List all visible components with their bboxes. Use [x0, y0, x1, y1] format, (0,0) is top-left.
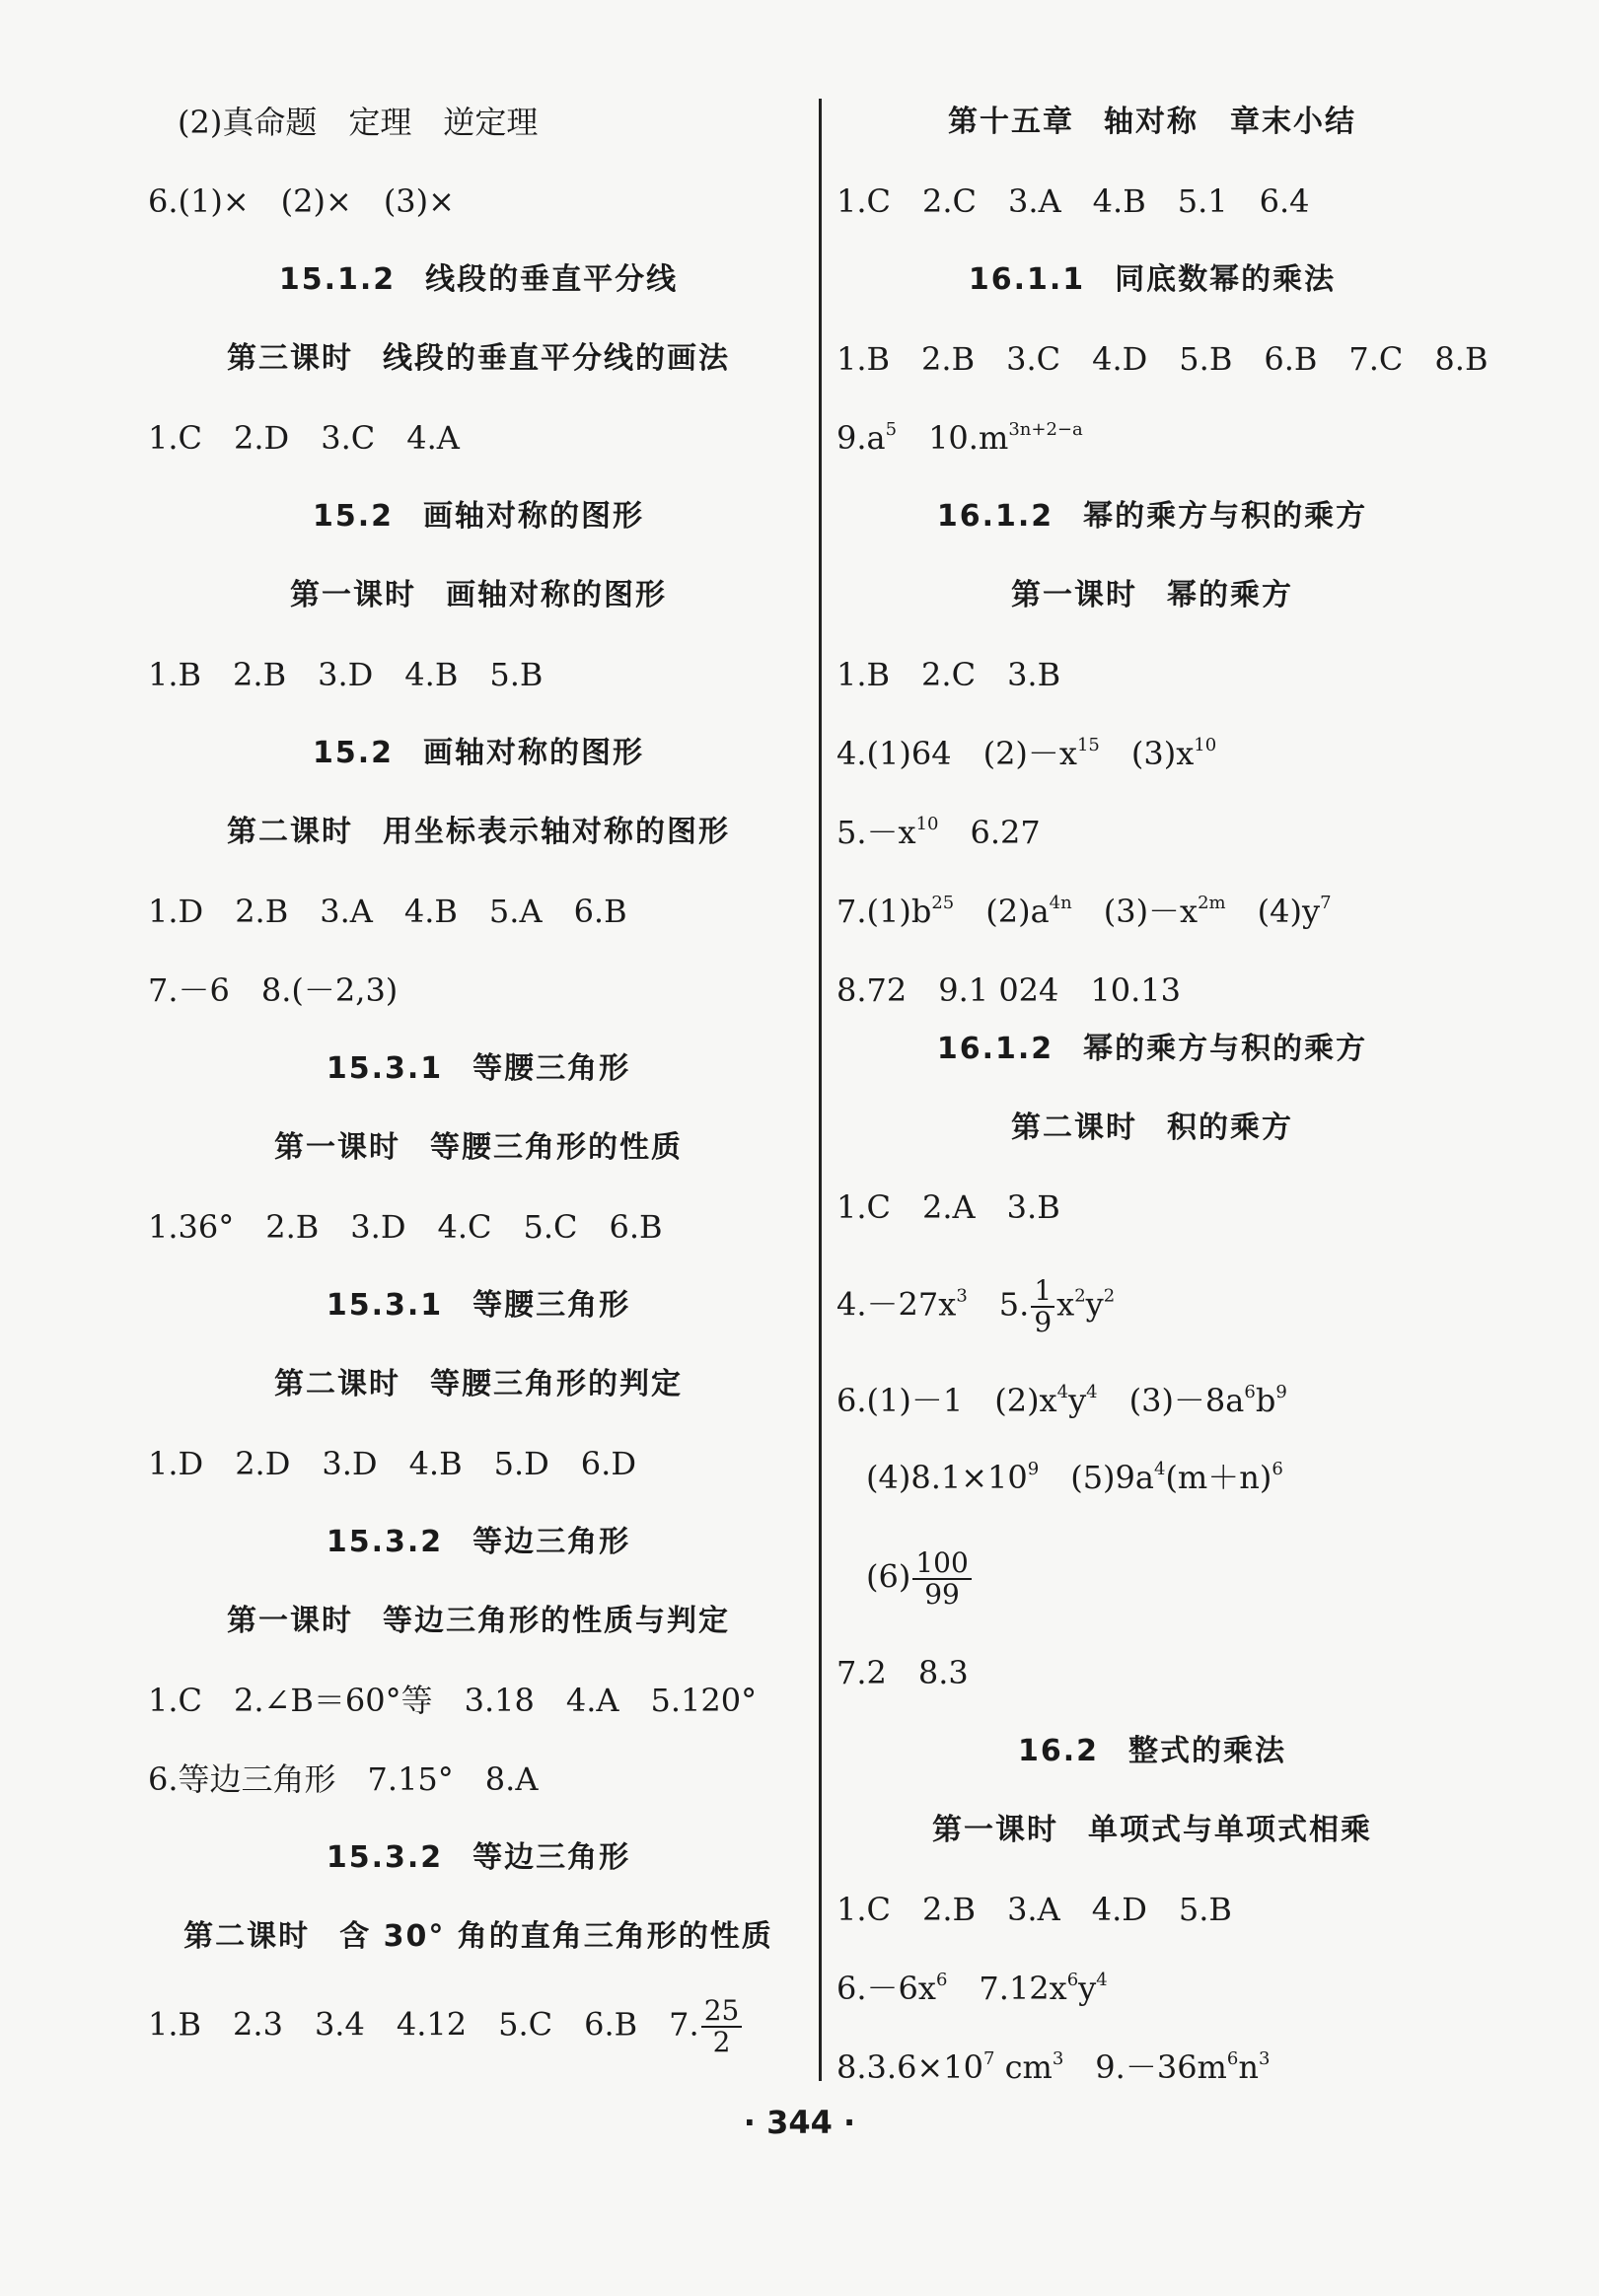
fraction: $\frac{1}{9}$	[1031, 1276, 1054, 1337]
answer-line: (6) $\frac{100}{99}$	[866, 1548, 974, 1610]
answer-line: 1.36° 2.B 3.D 4.C 5.C 6.B	[148, 1208, 663, 1246]
answer-text: 1.B 2.3 3.4 4.12 5.C 6.B 7.	[148, 2005, 699, 2044]
lesson-heading: 第二课时 积的乘方	[1011, 1111, 1293, 1145]
lesson-heading: 第二课时 含 30° 角的直角三角形的性质	[183, 1919, 773, 1954]
answer-line: 1.C 2.B 3.A 4.D 5.B	[836, 1891, 1232, 1928]
lesson-heading: 第一课时 等腰三角形的性质	[274, 1130, 683, 1165]
answer-line: 1.D 2.D 3.D 4.B 5.D 6.D	[148, 1445, 636, 1482]
answer-line: 8.72 9.1 024 10.13	[836, 971, 1182, 1009]
fraction: $\frac{100}{99}$	[912, 1548, 971, 1610]
column-divider	[819, 99, 822, 2081]
section-heading: 16.1.2 幂的乘方与积的乘方	[936, 1032, 1368, 1066]
answer-line: $(4)8.1\times 10^9$ $(5)9a^4(m+n)^6$	[866, 1459, 1283, 1496]
answer-line: 1.B 2.B 3.C 4.D 5.B 6.B 7.C 8.B	[836, 340, 1489, 378]
lesson-heading: 第一课时 等边三角形的性质与判定	[227, 1604, 730, 1638]
answer-line: 7.－6 8.(－2,3)	[148, 971, 399, 1009]
answer-line: 1.C 2.C 3.A 4.B 5.1 6.4	[836, 182, 1310, 220]
answer-line: 4.(1)64 $(2)-x^{15}$ $(3)x^{10}$	[836, 735, 1217, 772]
answer-line: 1.B 2.B 3.D 4.B 5.B	[148, 656, 544, 693]
section-heading: 16.1.1 同底数幂的乘法	[968, 262, 1337, 297]
chapter-heading: 第十五章 轴对称 章末小结	[948, 105, 1356, 139]
section-heading: 15.2 画轴对称的图形	[312, 736, 645, 770]
section-heading: 15.3.2 等边三角形	[326, 1525, 631, 1559]
answer-line: 1.B 2.C 3.B	[836, 656, 1061, 693]
answer-line: 6.等边三角形 7.15° 8.A	[148, 1760, 539, 1798]
lesson-heading: 第二课时 等腰三角形的判定	[274, 1367, 683, 1401]
answer-line: 6.(1)－1 $(2)x^4y^4$ $(3)-8a^6b^9$	[836, 1382, 1287, 1419]
answer-line: 1.C 2.A 3.B	[836, 1188, 1060, 1226]
section-heading: 16.2 整式的乘法	[1017, 1734, 1287, 1768]
answer-line: $5.-x^{10}$ 6.27	[836, 814, 1041, 851]
answer-line: 7.2 8.3	[836, 1654, 969, 1691]
answer-line: $8.3.6\times 10^7$ $cm^3$ $9.-36m^6n^3$	[836, 2048, 1271, 2086]
lesson-heading: 第一课时 单项式与单项式相乘	[932, 1813, 1372, 1847]
section-heading: 15.2 画轴对称的图形	[312, 499, 645, 534]
page-number: · 344 ·	[743, 2104, 856, 2141]
fraction: $\frac{25}{2}$	[701, 1996, 743, 2057]
answer-line: 1.D 2.B 3.A 4.B 5.A 6.B	[148, 893, 627, 930]
answer-line	[148, 1996, 744, 2057]
answer-line: $9.a^5$ $10.m^{3n+2-a}$	[836, 419, 1083, 457]
section-heading: 15.1.2 线段的垂直平分线	[278, 262, 679, 297]
section-heading: 15.3.1 等腰三角形	[326, 1051, 631, 1086]
answer-line: $7.(1)b^{25}$ $(2)a^{4n}$ $(3)-x^{2m}$ $(4)y^7$	[836, 893, 1332, 930]
lesson-heading: 第三课时 线段的垂直平分线的画法	[227, 341, 730, 376]
lesson-heading: 第二课时 用坐标表示轴对称的图形	[227, 815, 730, 849]
answer-line: 1.C 2.D 3.C 4.A	[148, 419, 460, 457]
answer-line: $4.-27x^3$ 5. $\frac{1}{9}$ $x^2y^2$	[836, 1274, 1116, 1338]
lesson-heading: 第一课时 画轴对称的图形	[290, 578, 667, 612]
section-heading: 15.3.1 等腰三角形	[326, 1288, 631, 1323]
answer-line: (2)真命题 定理 逆定理	[178, 104, 539, 141]
answer-line: 1.C 2.∠B＝60°等 3.18 4.A 5.120°	[148, 1682, 758, 1719]
answer-line: $6.-6x^6$ $7.12x^6y^4$	[836, 1970, 1108, 2007]
section-heading: 15.3.2 等边三角形	[326, 1840, 631, 1875]
section-heading: 16.1.2 幂的乘方与积的乘方	[936, 499, 1368, 534]
answer-line: 6.(1)× (2)× (3)×	[148, 182, 455, 220]
lesson-heading: 第一课时 幂的乘方	[1011, 578, 1293, 612]
